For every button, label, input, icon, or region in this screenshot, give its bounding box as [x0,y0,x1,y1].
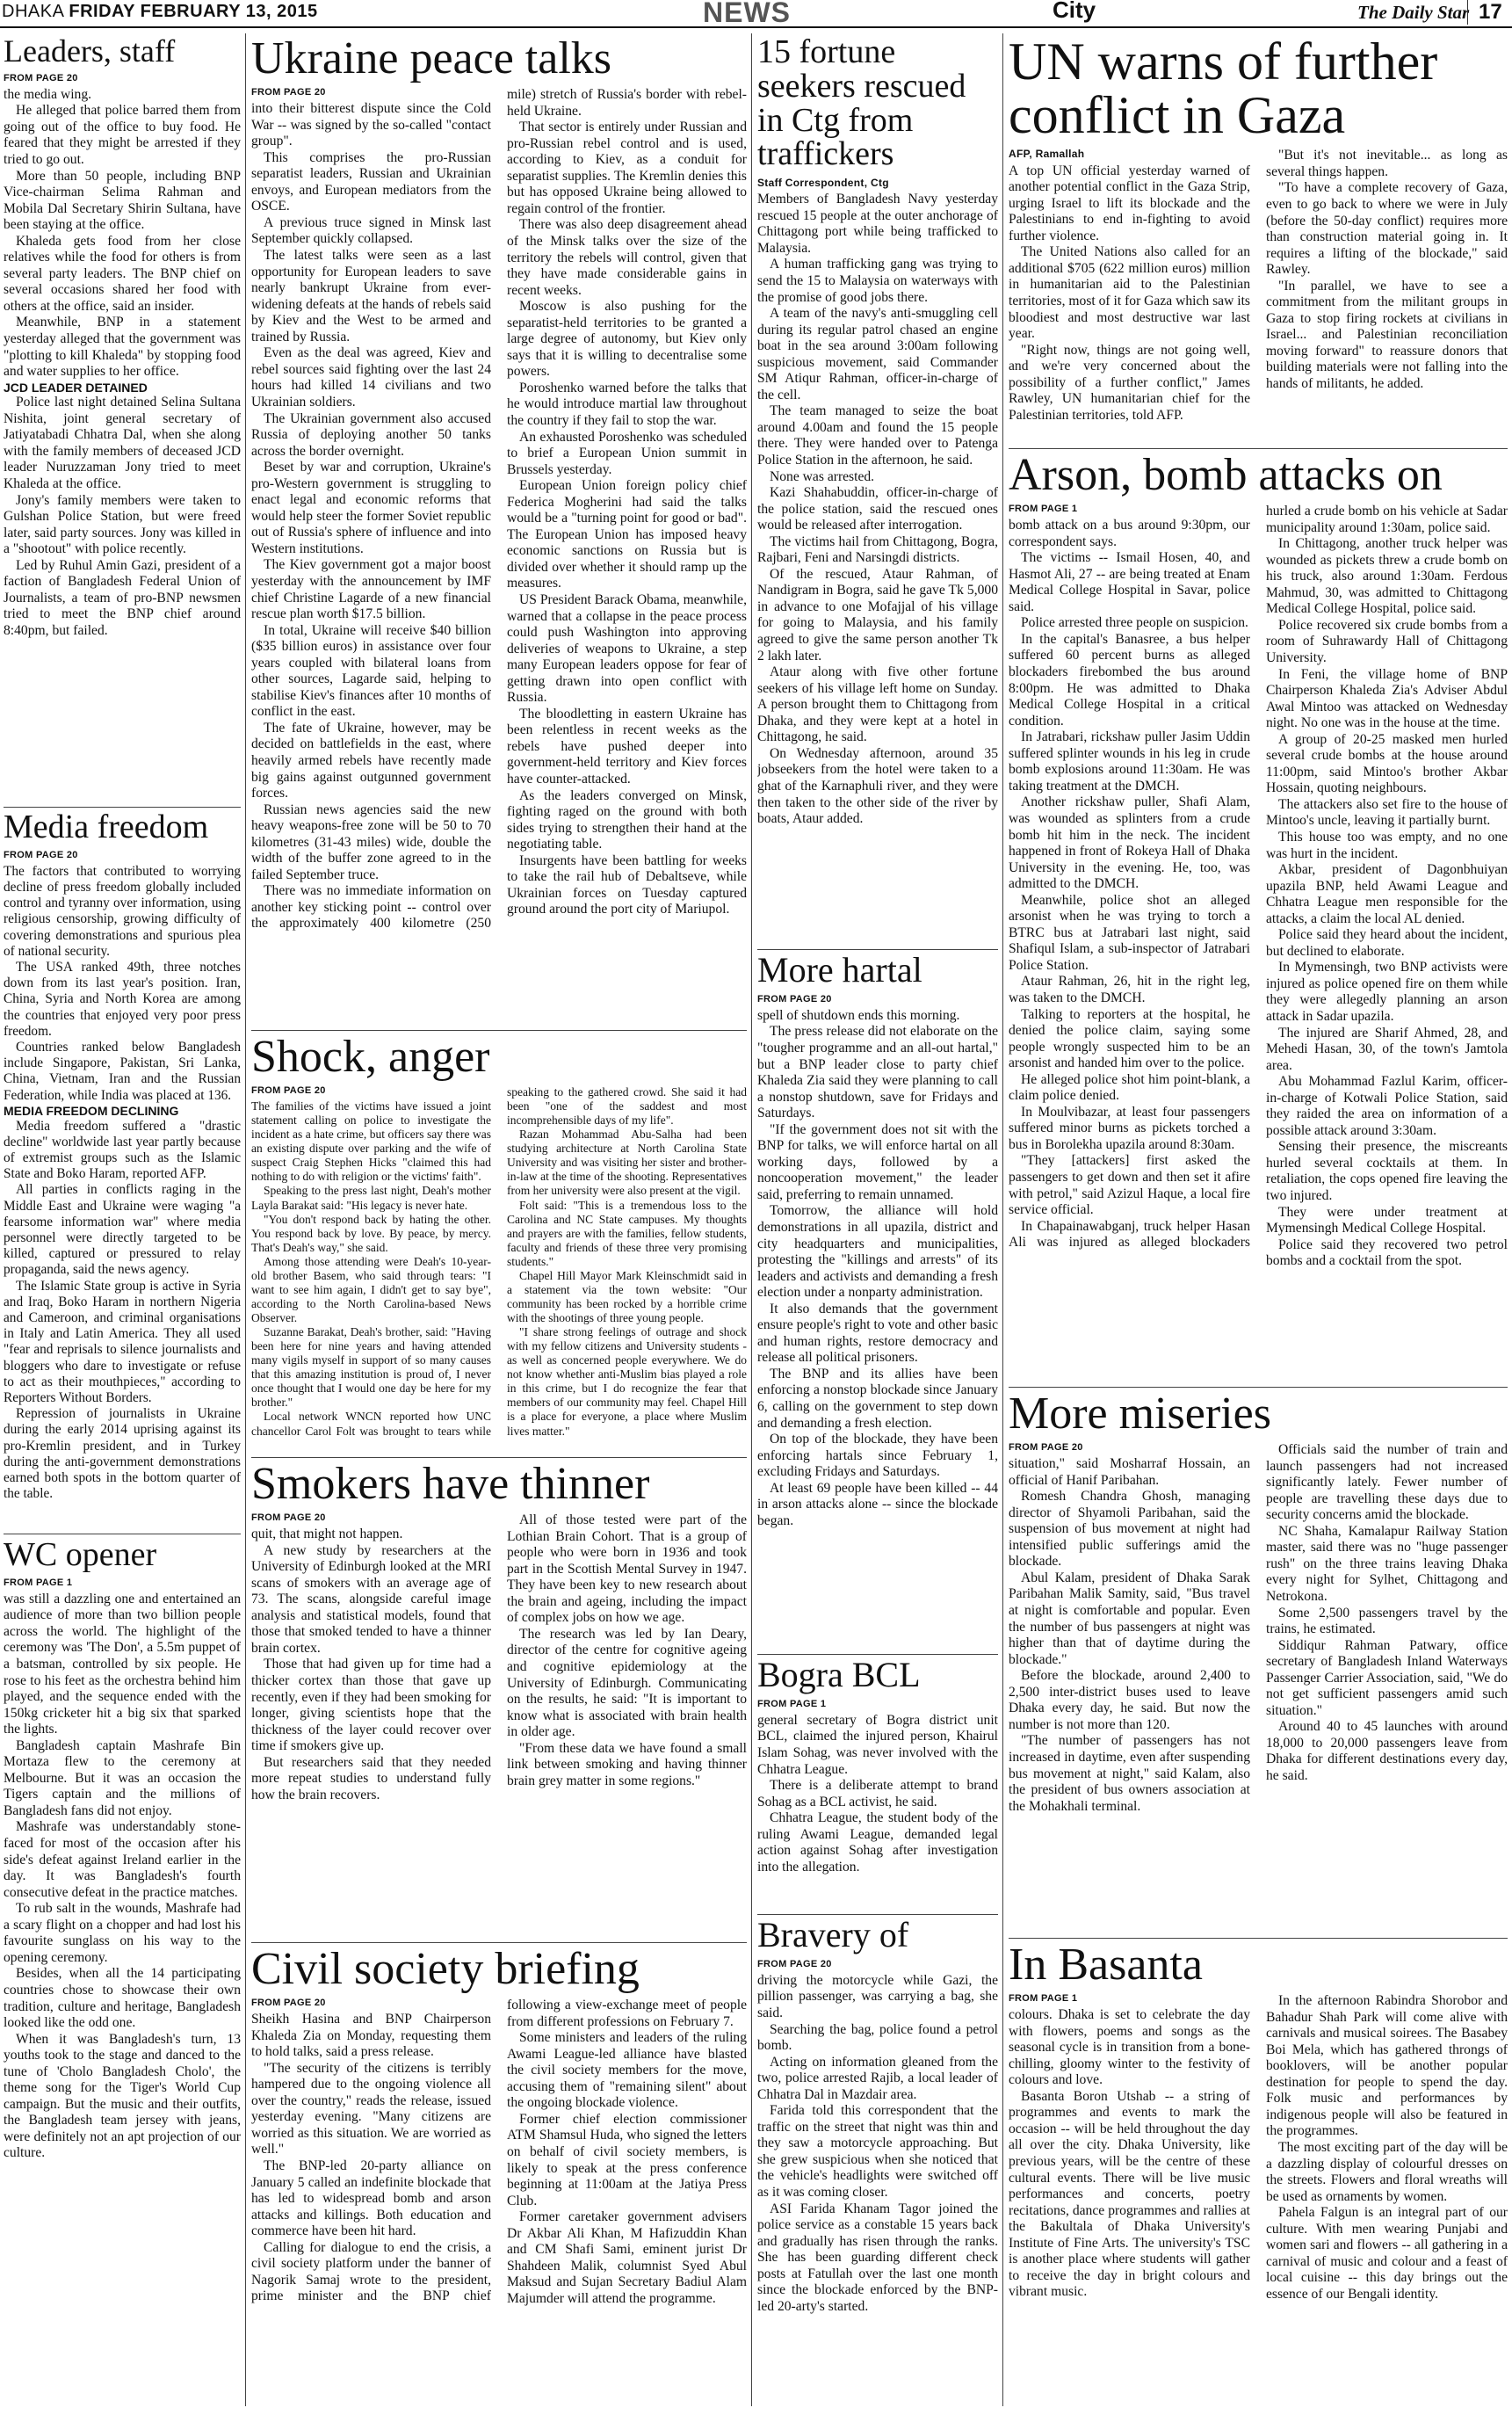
paragraph: In Moulvibazar, at least four passengers suffered minor burns as pickets torched a bus in Borolekha upazila around 8:30am. [1009,1104,1250,1152]
story-leaders-staff [4,35,241,803]
paragraph: The fate of Ukraine, however, may be decided on battlefields in the east, where heavily armed rebels have recently made big gains against outgunned government forces. [251,720,491,801]
paragraph: Razan Mohammad Abu-Salha had been studying architecture at North Carolina State University and was visiting her sister and brother-in-law at the time of the shooting. Representatives from her university were also present at the vigil. [507,1128,747,1198]
paragraph: Some ministers and leaders of the ruling Awami League-led alliance have blasted the civil society members for the move, accusing them of "remaining silent" about the ongoing blockade violence. [507,2030,747,2111]
headline: Smokers have thinner [251,1461,650,1509]
paragraph: "In parallel, we have to see a commitment from the militant groups in Gaza to stop firing rockets at civilians in Israel... and Palestinian reconciliation moving forward" to reassure donors that building materials were not falling into the hands of militants, he added. [1266,278,1508,392]
paragraph: "From these data we have found a small link between smoking and having thinner brain grey matter in some regions." [507,1740,747,1788]
paragraph: Meanwhile, police shot an alleged arsonist when he was trying to torch a BTRC bus at Jatrabari last night, said Shafiqul Islam, a sub-inspector of Jatrabari Police Station. [1009,892,1250,973]
paragraph: Those that had given up for time had a thicker cortex than those that gave up recently, even if they had been smoking for longer, giving scientists hope that the thickness of the layer could recover over time if smokers give up. [251,1657,491,1754]
paragraph: At least 69 people have been killed -- 44 in arson attacks alone -- since the blockade began. [757,1480,998,1528]
paragraph: The Kiev government got a major boost yesterday with the announcement by IMF chief Christine Lagarde of a new financial rescue plan worth $17.5 billion. [251,557,491,622]
paragraph: Siddiqur Rahman Patwary, office secretary of Bangladesh Inland Waterways Passenger Carrier Association, said, "We do not get sufficient passengers amid such situation." [1266,1637,1508,1718]
paragraph: Sheikh Hasina and BNP Chairperson Khaleda Zia on Monday, requesting them to hold talks, said a press release. [251,2012,491,2060]
paragraph: Farida told this correspondent that the traffic on the street that night was thin and they saw a motorcycle approaching. But she grew suspicious when she noticed that the vehicle's headlights were switched off as it was coming closer. [757,2103,998,2200]
paragraph: "To have a complete recovery of Gaza, even to go back to where we were in July (before the 50-day conflict) requires more than construction material going in. It requires a lifting of the blockade," said Rawley. [1266,180,1508,278]
story-body [1009,1993,1508,2303]
paragraph: In the capital's Banasree, a bus helper suffered 60 percent burns as alleged blockaders firebombed the bus around 8:00pm. He was admitted to Dhaka Medical College Hospital in a critical condition. [1009,631,1250,729]
column-rule [751,33,752,2406]
story-rule [757,949,998,950]
headline: Media freedom [4,810,209,845]
paragraph: The Ukrainian government also accused Russia of deploying another 50 tanks across the border overnight. [251,410,491,459]
paragraph: colours. Dhaka is set to celebrate the day with flowers, poems and songs as the seasonal cycle is in transition from a bone-chilling, gloomy winter to the festivity of colours and love. [1009,2007,1250,2088]
paragraph: The victims hail from Chittagong, Bogra, Rajbari, Feni and Narsingdi districts. [757,533,998,566]
byline: FROM PAGE 20 [251,1085,326,1097]
column-rule [1002,33,1003,2406]
paragraph: Searching the bag, police found a petrol bomb. [757,2021,998,2054]
paragraph: Abu Mohammad Fazlul Karim, officer-in-charge of Kotwali Police Station, said they raided the area on information of a possible attack around 3:30am. [1266,1074,1508,1138]
paragraph: bomb attack on a bus around 9:30pm, our correspondent says. [1009,518,1250,549]
story-media-freedom [4,810,241,1529]
story-body [251,87,747,932]
paragraph: Police last night detained Selina Sultana Nishita, joint general secretary of Jatiyatabadi Chhatra Dal, when she along with the family members of deceased JCD leader Nuruzzaman Jony tried to meet Khaleda at the office. [4,395,241,492]
paragraph: "Right now, things are not going well, and we're very concerned about the possibility of a further conflict," James Rawley, UN humanitarian chief for the Palestinian territories, told AFP. [1009,342,1250,423]
paragraph: All of those tested were part of the Lothian Brain Cohort. That is a group of people who were born in 1936 and took part in the Scottish Mental Survey in 1947. They have been key to new research about the brain and ageing, including the impact of complex jobs on how we age. [507,1512,747,1626]
story-wc-opener [4,1538,241,2410]
paragraph: Countries ranked below Bangladesh include Singapore, Pakistan, Sri Lanka, China, Vietnam, Iran and the Russian Federation, while India was placed at 136. [4,1040,241,1103]
paragraph: ASI Farida Khanam Tagor joined the police service as a constable 15 years back and gradually has risen through the ranks. She has been guarding different check posts at Fatullah over the last one month since the blockade enforced by the BNP-led 20-arty's started. [757,2201,998,2314]
paragraph: On top of the blockade, they have been enforcing hartals since February 1, excluding Fridays and Saturdays. [757,1432,998,1480]
paragraph: A new study by researchers at the University of Edinburgh looked at the MRI scans of smokers with an average age of 73. The scans, alongside careful image analysis and statistical models, found that those that smoked tended to have a thinner brain cortex. [251,1542,491,1656]
column-rule [245,33,246,2406]
byline: FROM PAGE 1 [4,1577,73,1588]
story-body [1009,504,1508,1270]
byline: FROM PAGE 20 [4,849,78,860]
byline: FROM PAGE 20 [4,72,78,83]
headline: Bravery of [757,1918,909,1954]
headline: More hartal [757,953,922,990]
paragraph: the media wing. [4,86,92,102]
paragraph: Of the rescued, Ataur Rahman, of Nandigram in Bogra, said he gave Tk 5,000 in advance to one Mofajjal of his village for going to Malaysia, and his family agreed to give the same person another Tk 2 lakh later. [757,566,998,664]
paragraph: In the afternoon Rabindra Shorobor and Bahadur Shah Park will come alive with carnivals and musical soirees. The Basabey Boi Mela, which has gathered throngs of booklovers, will be another popular destination for people to spend the day. Folk music and performances by indigenous people will also be featured in the programmes. [1266,1993,1508,2139]
paragraph: A human trafficking gang was trying to send the 15 to Malaysia on waterways with the promise of good jobs there. [757,257,998,305]
headline: Leaders, staff [4,35,176,69]
paragraph: Suzanne Barakat, Deah's brother, said: "Having been here for nine years and having attended many vigils myself in support of so many causes that this amazing institution is proud of, I never once thought that I would one day be here for my brother." [251,1325,491,1410]
byline: FROM PAGE 20 [757,1958,832,1969]
paragraph: The families of the victims have issued a joint statement calling on police to investigate the incident as a hate crime, but officers say there was an existing dispute over parking and the wife of suspect Craig Stephen Hicks "claimed this had nothing to do with religion or the victims' faith". [251,1099,491,1184]
headline: In Basanta [1009,1941,1203,1990]
byline: FROM PAGE 1 [757,1698,827,1709]
paragraph: US President Barack Obama, meanwhile, warned that a collapse in the peace process could push Washington into approving deliveries of weapons to Ukraine, a step many European leaders oppose for fear of getting drawn into open conflict with Russia. [507,591,747,706]
paragraph: That sector is entirely under Russian and pro-Russian rebel control and is used, according to Kiev, as a conduit for separatist supplies. The Kremlin denies this but has opposed Ukraine being allowed to regain control of the frontier. [507,120,747,216]
paragraph: On Wednesday afternoon, around 35 jobseekers from the hotel were taken to a ghat of the Karnaphuli river, and they were then taken to the other side of the river by boats, Ataur added. [757,745,998,827]
page-number: 17 [1467,0,1502,25]
paragraph: "If the government does not sit with the BNP for talks, we will enforce hartal on all working days, followed by a noncooperation movement," the leader said, preferring to remain unnamed. [757,1121,998,1202]
paragraph: The USA ranked 49th, three notches down from its last year's position. Iran, China, Syria and North Korea are among the countries that enjoyed very poor press freedom. [4,960,241,1039]
paragraph: "But it's not inevitable... as long as several things happen. [1266,148,1508,179]
subheading: MEDIA FREEDOM DECLINING [4,1103,179,1118]
paragraph: Chapel Hill Mayor Mark Kleinschmidt said in a statement via the town website: "Our community has been rocked by a horrible crime with the shootings of three young people. [507,1268,747,1325]
byline: FROM PAGE 20 [757,993,832,1004]
paragraph: "They [attackers] first asked the passengers to get down and then set it afire with petrol," said Azizul Haque, a local fire service official. [1009,1153,1250,1218]
story-rule [1009,1938,1508,1939]
story-rule [251,1942,747,1943]
paragraph: Calling for dialogue to end the crisis, a civil society platform under the banner of Nagorik Samaj wrote to the president, prime minister and the BNP chief following a view-exchange meet of people from different professions on February 7. [251,1998,747,2304]
paragraph: The victims -- Ismail Hosen, 40, and Hasmot Ali, 27 -- are being treated at Enam Medical College Hospital in Savar, police said. [1009,550,1250,614]
byline: FROM PAGE 1 [1009,1993,1078,2005]
paragraph: They were under treatment at Mymensingh Medical College Hospital. [1266,1204,1508,1237]
paragraph: Tomorrow, the alliance will hold demonstrations in all upazila, district and city headquarters and municipalities, protesting the "killings and arrests" of its leaders and activists and demanding a fresh election under a nonparty administration. [757,1203,998,1301]
paragraph: Kazi Shahabuddin, officer-in-charge of the police station, said the rescued ones would be released after interrogation. [757,485,998,533]
page-header [0,0,1512,28]
headline: Bogra BCL [757,1657,921,1694]
paragraph: Jony's family members were taken to Gulshan Police Station, but were freed later, said party sources. Jony was killed in a "shootout" with police recently. [4,492,241,557]
story-smokers [251,1461,747,1939]
paragraph: Another rickshaw puller, Shafi Alam, was wounded as splinters from a crude bomb hit him in the neck. The incident happened in front of Rokeya Hall of Dhaka University in the evening. He, too, was admitted to the DMCH. [1009,794,1250,892]
subsection-name: City [1053,0,1096,23]
paragraph: "You don't respond back by hating the other. You respond back by love. By peace, by mercy. That's Deah's way," she said. [251,1212,491,1254]
paragraph: "The security of the citizens is terribly hampered due to the ongoing violence all over the country," reads the release, issued yesterday evening. "Many citizens are worried as this situation. We are worried as well." [251,2060,491,2158]
paragraph: Mashrafe was understandably stone-faced for most of the occasion after his side's defeat against Ireland earlier in the day. It was Bangladesh's fourth consecutive defeat in the practice matches. [4,1819,241,1900]
paragraph: Bangladesh captain Mashrafe Bin Mortaza flew to the ceremony at Melbourne. But it was an occasion the Tigers captain and the millions of Bangladesh fans did not enjoy. [4,1737,241,1818]
paragraph: To rub salt in the wounds, Mashrafe had a scary flight on a chopper and had lost his favourite sunglass on his way to the opening ceremony. [4,1901,241,1965]
paragraph: Ataur Rahman, 26, hit in the right leg, was taken to the DMCH. [1009,974,1250,1005]
byline: Staff Correspondent, Ctg [757,177,889,189]
paragraph: The bloodletting in eastern Ukraine has been relentless in recent weeks as the rebels have pushed deeper into government-held territory and Kiev forces have counter-attacked. [507,706,747,787]
paragraph: Members of Bangladesh Navy yesterday rescued 15 people at the outer anchorage of Chittagong port while being trafficked to Malaysia. [757,192,998,256]
paragraph: Officials said the number of train and launch passengers had not increased significantly lately. Fewer number of people are travelling these days due to security concerns amid the blockade. [1266,1442,1508,1523]
headline: UN warns of further conflict in Gaza [1009,35,1438,145]
section-name: NEWS [703,0,791,28]
story-body [4,1577,241,2162]
paragraph: The United Nations also called for an additional $705 (622 million euros) million in humanitarian aid to the Palestinian territories, most of it for Gaza which saw its bloodiest and most destructive war last year. [1009,244,1250,342]
paragraph: Chhatra League, the student body of the ruling Awami League, demanded legal action against Sohag after investigation into the allegation. [757,1810,998,1875]
paragraph: None was arrested. [770,468,875,484]
subheading: JCD LEADER DETAINED [4,380,148,395]
story-body [251,1085,747,1439]
paragraph: Basanta Boron Utshab -- a string of programmes and events to mark the occasion -- will be held throughout the day all over the city. Dhaka University, like previous years, will be the centre of these cultural events. There will be live music performances and concerts, poetry recitations, dance programmes and rallies at the Bakultala of Dhaka University's Institute of Fine Arts. The university's TSC is another place where students will gather to receive the day in bright colours and vibrant music. [1009,2088,1250,2300]
dateline [2,2,318,22]
paragraph: Poroshenko warned before the talks that he would introduce martial law throughout the country if they fail to stop the war. [507,380,747,428]
paragraph: This comprises the pro-Russian separatist leaders, Russian and Ukrainian envoys, and European mediators from the OSCE. [251,149,491,214]
paragraph: An exhausted Poroshenko was scheduled to brief a European Union summit in Brussels yesterday. [507,429,747,477]
paragraph: Former caretaker government advisers Dr Akbar Ali Khan, M Hafizuddin Khan and CM Shafi Sami, eminent jurist Dr Shahdeen Malik, columnist Syed Abul Maksud and Sujan Secretary Badiul Alam Majumder will attend the programme. [507,2209,747,2306]
paragraph: Sensing their presence, the miscreants hurled several cocktails at them. In retaliation, the cops opened fire leaving the two injured. [1266,1139,1508,1203]
paragraph: Insurgents have been battling for weeks to take the rail hub of Debaltseve, while Ukrainian forces on Tuesday captured ground around the port city of Mariupol. [507,852,747,917]
paragraph: driving the motorcycle while Gazi, the pillion passenger, was carrying a bag, she said. [757,1972,998,2020]
headline: Arson, bomb attacks on [1009,452,1443,500]
paragraph: Pahela Falgun is an integral part of our culture. With men wearing Punjabi and women sari and flowers -- all gathering in a carnival of music and colour and a feast of local cuisine -- this day brings out the essence of our Bengali identity. [1266,2205,1508,2302]
paragraph: All parties in conflicts raging in the Middle East and Ukraine were waging "a fearsome information war" where media personnel were directly targeted to be killed, captured or pressured to relay propaganda, said the news agency. [4,1182,241,1278]
paragraph: When it was Bangladesh's turn, 13 youths took to the stage and danced to the tune of 'Cholo Bangladesh Cholo', the theme song for the Tiger's World Cup campaign. But the music and their outfits, the Bangladesh team jersey with jeans, were definitely not an apt projection of our culture. [4,2031,241,2161]
paragraph: In Chittagong, another truck helper was wounded as pickets threw a crude bomb on his truck, also around 1:30am. Ferdous Mahmud, 30, was admitted to Chittagong Medical College Hospital, police said. [1266,536,1508,617]
story-body [4,850,241,1503]
story-ukraine-peace-talks [251,35,747,1026]
paragraph: The research was led by Ian Deary, director of the centre for cognitive ageing and cognitive epidemiology at the University of Edinburgh. Communicating on the results, he said: "It is important to know what is associated with brain health in older age. [507,1626,747,1740]
story-body [4,73,241,640]
paragraph: There is a deliberate attempt to brand Sohag as a BCL activist, he said. [757,1778,998,1809]
paragraph: Speaking to the press last night, Deah's mother Layla Barakat said: "His legacy is never hate. [251,1184,491,1212]
paragraph: In total, Ukraine will receive $40 billion ($35 billion euros) in assistance over four years coupled with bilateral loans from other sources, Lagarde said, helping to stabilise Kiev's finances after 10 months of conflict in the east. [251,622,491,720]
headline: WC opener [4,1538,157,1573]
byline: FROM PAGE 20 [1009,1442,1083,1454]
story-bogra-bcl [757,1657,998,1911]
paragraph: Police recovered six crude bombs from a room of Suhrawardy Hall of Chittagong University. [1266,617,1508,665]
dateline-city: DHAKA [2,2,64,21]
paragraph: The attackers also set fire to the house of Mintoo's uncle, leaving it partially burnt. [1266,796,1508,829]
story-fortune-seekers [757,35,998,946]
paragraph: Local network WNCN reported how UNC chancellor Carol Folt was brought to tears while speaking to the gathered crowd. She said it had been "one of the saddest and most incomprehensible days of my life". [251,1085,747,1438]
story-rule [1009,1387,1508,1388]
paragraph: Moscow is also pushing for the separatist-held territories to be granted a large degree of autonomy, but Kiev only says that it is willing to decentralise some powers. [507,299,747,380]
paragraph: "The number of passengers has not increased in daytime, even after suspending bus movement at night," said Kalam, also the president of bus owners association at the Mohakhali terminal. [1009,1733,1250,1814]
paragraph: The most exciting part of the day will be a dazzling display of colourful dresses on the streets. Flowers and floral wreaths will be used as ornaments by women. [1266,2139,1508,2204]
story-rule [757,1914,998,1915]
paragraph: Meanwhile, BNP in a statement yesterday alleged that the government was "plotting to kill Khaleda" by stopping food and water supplies to her office. [4,315,241,380]
story-body [757,994,998,1530]
byline: AFP, Ramallah [1009,148,1085,161]
paragraph: NC Shaha, Kamalapur Railway Station master, said there was no "huge passenger rush" on the three trains leaving Dhaka every night for Sylhet, Chittagong and Netrokona. [1266,1523,1508,1604]
paragraph: Akbar, president of Dagonbhuiyan upazila BNP, held Awami League and Chhatra League men responsible for the attacks, a claim the local AL denied. [1266,862,1508,926]
paragraph: Beset by war and corruption, Ukraine's pro-Western government is struggling to enact legal and economic reforms that would help steer the former Soviet republic out of Russia's sphere of influence and into Western institutions. [251,460,491,556]
story-body [1009,148,1508,424]
paragraph: Former chief election commissioner ATM Shamsul Huda, who signed the letters on behalf of civil society members, is likely to speak at the press conference beginning at 11:00am at the Jatiya Press Club. [507,2111,747,2208]
story-more-miseries [1009,1390,1508,1933]
headline: Civil society briefing [251,1946,640,1994]
paragraph: It also demands that the government ensure people's right to vote and other basic and human rights, restore democracy and release all political prisoners. [757,1301,998,1366]
story-shock-anger [251,1033,747,1454]
story-un-gaza [1009,35,1508,445]
story-rule [1009,448,1508,449]
paragraph: The team managed to seize the boat around 4.00am and found the 15 people there. They were handed over to Patenga Police Station in the afternoon, he said. [757,403,998,468]
headline: Ukraine peace talks [251,35,612,83]
paragraph: In Jatrabari, rickshaw puller Jasim Uddin suffered splinter wounds in his leg in crude bomb explosions around 11:30am. He was taking treatment at the DMCH. [1009,729,1250,794]
paragraph: A team of the navy's anti-smuggling cell during its regular patrol chased an engine boat in the sea around 3:00am following suspicious movement, said Commander SM Atiqur Rahman, officer-in-charge of the cell. [757,306,998,402]
story-body [757,1699,998,1876]
story-arson-bomb [1009,452,1508,1383]
story-rule [251,1457,747,1458]
paragraph: Before the blockade, around 2,400 to 2,500 inter-district buses used to leave Dhaka every day, he said. But now the number is not more than 120. [1009,1668,1250,1732]
paragraph: Police arrested three people on suspicion. [1021,615,1248,631]
paragraph: The BNP-led 20-party alliance on January 5 called an indefinite blockade that has led to widespread bomb and arson attacks and killings. Both education and commerce have been hit hard. [251,2158,491,2239]
paragraph: Acting on information gleaned from the two, police arrested Rajib, a local leader of Chhatra Dal in Mazdair area. [757,2054,998,2102]
story-body [251,1998,747,2307]
story-in-basanta [1009,1941,1508,2410]
paragraph: Russian news agencies said the new heavy weapons-free zone will be 50 to 70 kilometres (31-43 miles) wide, double the width of the buffer zone agreed to in the failed September truce. [251,801,491,882]
paragraph: A top UN official yesterday warned of another potential conflict in the Gaza Strip, urging Israel to lift its blockade and the Palestinians to end in-fighting to avoid further violence. [1009,163,1250,243]
paragraph: The Islamic State group is active in Syria and Iraq, Boko Haram in northern Nigeria and Cameroon, and criminal organisations in Italy and Latin America. They all used "fear and reprisals to silence journalists and bloggers who dare to investigate or refuse to act as their mouthpieces," according to Reporters Without Borders. [4,1278,241,1405]
story-rule [757,1654,998,1655]
paragraph: Media freedom suffered a "drastic decline" worldwide last year partly because of extremist groups such as the Islamic State and Boko Haram, reported AFP. [4,1118,241,1182]
paragraph: As the leaders converged on Minsk, fighting raged on the ground with both sides trying to strengthen their hand at the negotiating table. [507,787,747,852]
paragraph: Khaleda gets food from her close relatives while the food for others is from several party leaders. The BNP chief on several occasions shared her food with others at the office, said an insider. [4,233,241,314]
paragraph: There was also deep disagreement ahead of the Minsk talks over the size of the territory the rebels will control, given that they have made considerable gains in recent weeks. [507,217,747,298]
paragraph: Abul Kalam, president of Dhaka Sarak Paribahan Malik Samity, said, "Bus travel at night is comfortable and popular. Even the number of bus passengers at night was higher than that of daytime during the blockade." [1009,1570,1250,1667]
paragraph: general secretary of Bogra district unit BCL, claimed the injured person, Khairul Islam Sohag, was never involved with the Chhatra League. [757,1712,998,1777]
paragraph: situation," said Mosharraf Hossain, an official of Hanif Paribahan. [1009,1456,1250,1488]
story-rule [251,1030,747,1031]
paragraph: Romesh Chandra Ghosh, managing director of Shyamoli Paribahan, said the suspension of bus movement at night had intensified public sufferings amid the blockade. [1009,1489,1250,1570]
paragraph: Police said they recovered two petrol bombs and a cocktail from the spot. [1266,1237,1508,1269]
dateline-date: FRIDAY FEBRUARY 13, 2015 [69,2,318,21]
paragraph: This house too was empty, and no one was hurt in the incident. [1266,829,1508,861]
paragraph: Ataur along with five other fortune seekers of his village left home on Sunday. A person brought them to Chittagong from Dhaka, and they were kept at a hotel in Chittagong, he said. [757,664,998,745]
paragraph: Even as the deal was agreed, Kiev and rebel sources said fighting over the last 24 hours had killed 14 civilians and two Ukrainian soldiers. [251,345,491,410]
paragraph: The press release did not elaborate on the "tougher programme and an all-out hartal," but a BNP leader close to party chief Khaleda Zia said they were planning to call a nonstop shutdown, save for Fridays and Saturdays. [757,1024,998,1121]
headline: 15 fortune seekers rescued in Ctg from traffickers [757,35,966,173]
paragraph: The factors that contributed to worrying decline of press freedom globally included control and tyranny over information, using religious censorship, growing difficulty of covering demonstrations and spurious plea of national security. [4,863,241,959]
paragraph: into their bitterest dispute since the Cold War -- was signed by the so-called "contact group". [251,101,491,149]
paragraph: In Mymensingh, two BNP activists were injured as police opened fire on them while they were allegedly planning an arson attack in Sadar upazila. [1266,960,1508,1024]
byline: FROM PAGE 20 [251,1998,326,2009]
paragraph: He alleged that police barred them from going out of the office to buy food. He feared that they might be arrested if they tried to go out. [4,103,241,167]
paragraph: Led by Ruhul Amin Gazi, president of a faction of Bangladesh Federal Union of Journalists, a team of pro-BNP newsmen tried to meet the BNP chief around 8:40pm, but failed. [4,557,241,638]
headline: More miseries [1009,1390,1271,1439]
paragraph: The BNP and its allies have been enforcing a nonstop blockade since January 6, calling on the government to step down and demanding a fresh election. [757,1366,998,1431]
paragraph: Some 2,500 passengers travel by the trains, he estimated. [1266,1605,1508,1637]
paragraph: Around 40 to 45 launches with around 18,000 to 20,000 passengers leave from Dhaka for different destinations every day, he said. [1266,1719,1508,1783]
story-more-hartal [757,953,998,1650]
paragraph: Besides, when all the 14 participating countries chose to showcase their own tradition, culture and heritage, Bangladesh looked like the odd one. [4,1966,241,2031]
paragraph: But researchers said that they needed more repeat studies to understand fully how the brain recovers. [251,1754,491,1802]
story-civil-society [251,1946,747,2410]
paragraph: "I share strong feelings of outrage and shock with my fellow citizens and University students - as well as concerned people everywhere. We do not know whether anti-Muslim bias played a role in this crime, but I do recognize the fear that members of our community may feel. Chapel Hill is a place for everyone, a place where Muslim lives matter." [507,1325,747,1438]
paragraph: More than 50 people, including BNP Vice-chairman Selima Rahman and Mobila Dal Secretary Shirin Sultana, have been staying at the office. [4,168,241,233]
paragraph: A group of 20-25 masked men hurled several crude bombs at the house around 11:00pm, said Mintoo's brother Akbar Hossain, quoting neighbours. [1266,731,1508,796]
paragraph: was still a dazzling one and entertained an audience of more than two billion people across the world. The highlight of the ceremony was 'The Don', a 5.5m puppet of a batsman, controlled by six people. He rose to his feet as the orchestra behind him played, and the sequence ended with the 150kg cricketer hit a big six that sparked the lights. [4,1591,241,1737]
paragraph: Among those attending were Deah's 10-year-old brother Basem, who said through tears: "I want to see him again, I didn't get to say bye", according to the North Carolina-based News Observer. [251,1254,491,1325]
paragraph: In Chapainawabganj, truck helper Hasan Ali was injured as alleged blockaders hurled a crude bomb on his vehicle at Sadar municipality around 1:30am, police said. [1009,504,1508,1251]
paragraph: Repression of journalists in Ukraine during the early 2014 uprising against its pro-Kremlin president, and in Turkey during the anti-government demonstrations earned both spots in the bottom quarter of the table. [4,1406,241,1502]
story-body [251,1512,747,1803]
paragraph: In Feni, the village home of BNP Chairperson Khaleda Zia's Adviser Abdul Awal Mintoo was attacked on Wednesday night. No one was in the house at the time. [1266,666,1508,731]
paragraph: Folt said: "This is a tremendous loss to the Carolina and NC State campuses. My thoughts and prayers are with the families, fellow students, faculty and friends of these three very promising students." [507,1198,747,1268]
story-body [1009,1442,1508,1815]
paragraph: spell of shutdown ends this morning. [757,1007,960,1023]
byline: FROM PAGE 1 [1009,504,1078,515]
paragraph: There was no immediate information on another key sticking point -- control over the approximately 400 kilometre (250 mile) stretch of Russia's border with rebel-held Ukraine. [251,87,747,932]
story-body [757,177,998,828]
paragraph: Police said they heard about the incident, but declined to elaborate. [1266,927,1508,959]
byline: FROM PAGE 20 [251,87,326,98]
story-bravery [757,1918,998,2410]
story-body [757,1959,998,2316]
story-rule [4,807,241,808]
headline: Shock, anger [251,1033,490,1082]
paragraph: quit, that might not happen. [251,1527,403,1542]
paper-name: The Daily Star [1357,2,1470,23]
paragraph: He alleged police shot him point-blank, a claim police denied. [1009,1071,1250,1104]
paragraph: The latest talks were seen as a last opportunity for European leaders to save nearly bankrupt Ukraine from ever-widening defeats at the hands of rebels said by Kiev and the West to be armed and trained by Russia. [251,248,491,344]
paragraph: European Union foreign policy chief Federica Mogherini had said the talks would be a "turning point for good or bad". The European Union has imposed heavy economic sanctions on Russia but is divided over whether it should ramp up the measures. [507,478,747,591]
paragraph: Talking to reporters at the hospital, he denied the police claim, saying some people wrongly suspected him to be an arsonist and handed him over to the police. [1009,1006,1250,1071]
paragraph: The injured are Sharif Ahmed, 28, and Mehedi Hasan, 30, of the town's Jamtola area. [1266,1025,1508,1073]
byline: FROM PAGE 20 [251,1512,326,1524]
paragraph: A previous truce signed in Minsk last September quickly collapsed. [251,214,491,247]
